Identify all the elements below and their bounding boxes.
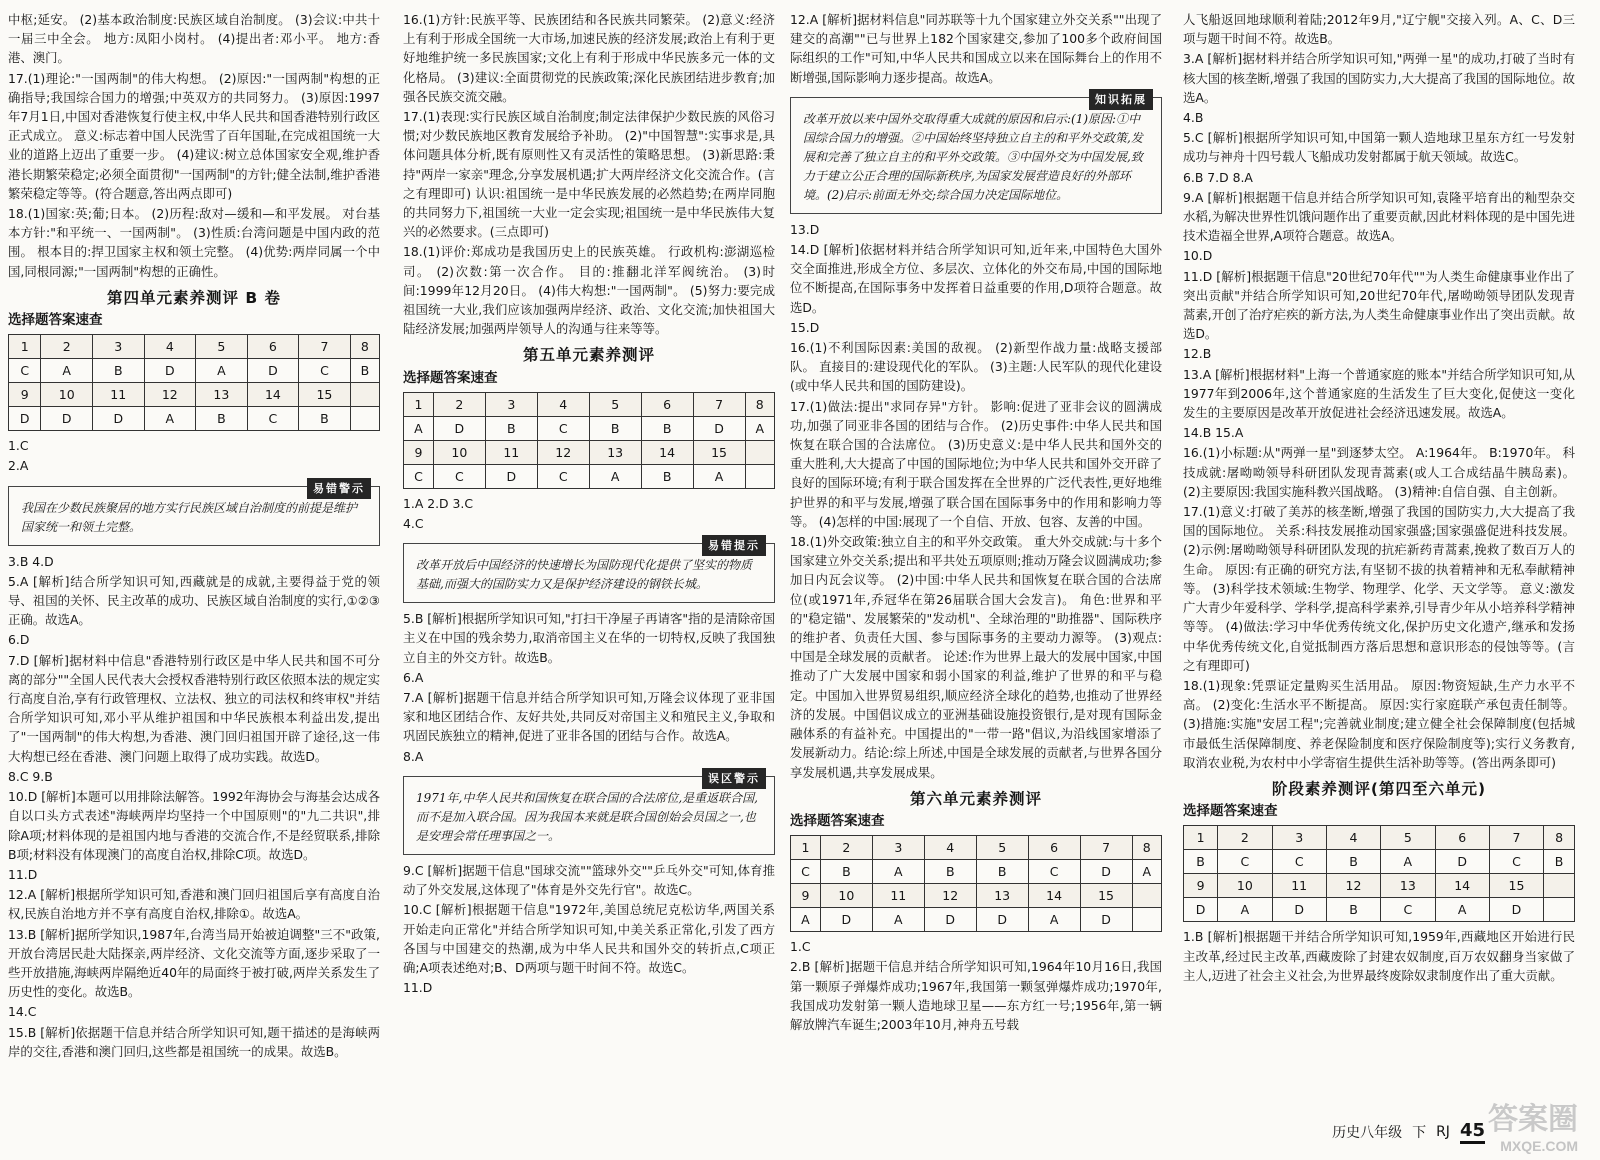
- answer-paragraph: 14.B 15.A: [1183, 425, 1244, 441]
- question-number: 1: [9, 335, 41, 359]
- answer-letter: D: [1489, 898, 1543, 922]
- question-number: 1: [404, 392, 434, 416]
- answer-letter: A: [872, 860, 924, 884]
- answer-key-table: [8, 334, 380, 431]
- answer-letter: C: [791, 860, 821, 884]
- question-number: 10: [820, 884, 872, 908]
- tip-tag: 误区警示: [702, 768, 766, 789]
- section-title: 第四单元素养测评 B 卷: [106, 288, 282, 307]
- answer-paragraph: 13.D: [790, 221, 820, 237]
- answer-letter: B: [589, 416, 641, 440]
- question-number: 12: [924, 884, 976, 908]
- answer-paragraph: 4.C: [403, 516, 424, 532]
- answer-letter: A: [144, 407, 196, 431]
- question-number: 5: [196, 335, 248, 359]
- answer-letter: C: [1272, 850, 1326, 874]
- answer-paragraph: 3.B 4.D: [8, 553, 54, 569]
- answer-paragraph: 17.(1)意义:打破了美苏的核垄断,增强了我国的国防实力,大大提高了我国的国际地位。 关系:科技发展推动国家强盛;国家强盛促进科技发展。 (2)示例:屠呦呦领导科研团队发现的抗疟新药青蒿素,挽救了数百万人的生命。 原因:有正确的研究方法,有坚韧不拔的执着精神和无私奉献精神等。 (3)科学技术领域:生物学、物理学、化学、天文学等。 意义:激发广大青少年爱科学、学科学,提高科学素养,引导青少年从小培养科学精神等等。 (4)做法:学习中华优秀传统文化,保护历史文化遗产,继承和发扬中华优秀传统文化,自觉抵制西方落后思想和意识形态的侵蚀等等。(言之有理即可): [1183, 504, 1575, 673]
- question-number: [1132, 884, 1161, 908]
- question-number: 13: [589, 440, 641, 464]
- answer-letter: B: [350, 359, 379, 383]
- column-1: [8, 10, 380, 1062]
- answer-letter: D: [1184, 898, 1218, 922]
- answer-letter: A: [1435, 898, 1489, 922]
- question-number: 12: [537, 440, 589, 464]
- answer-letter: D: [924, 908, 976, 932]
- question-number: 3: [872, 836, 924, 860]
- tip-text: 改革开放后中国经济的快速增长为国防现代化提供了坚实的物质基础,而强大的国防实力又是保护经济建设的钢铁长城。: [416, 558, 753, 592]
- footer-edition: RJ: [1436, 1124, 1450, 1140]
- answer-letter: A: [1218, 898, 1272, 922]
- answer-paragraph: 14.D [解析]依据材料并结合所学知识可知,近年来,中国特色大国外交全面推进,形成全方位、多层次、立体化的外交布局,中国的国际地位不断提高,在国际事务中发挥着日益重要的作用,D项符合题意。故选D。: [790, 242, 1162, 315]
- question-number: 3: [92, 335, 144, 359]
- answer-letter: B: [641, 464, 693, 488]
- question-number: 11: [485, 440, 537, 464]
- answer-letter: B: [1326, 898, 1380, 922]
- answer-paragraph: 18.(1)国家:英;葡;日本。 (2)历程:敌对—缓和—和平发展。 对台基本方针:"和平统一、一国两制"。 (3)性质:台湾问题是中国内政的范围。 根本目的:捍卫国家主权和领土完整。 (4)优势:两岸同属一个中国,同根同源;"一国两制"构想的正确性。: [8, 206, 380, 279]
- answer-paragraph: 15.B [解析]依据题干信息并结合所学知识可知,题干描述的是海峡两岸的交往,香港和澳门回归,这些都是祖国统一的成果。故选B。: [8, 1024, 380, 1059]
- answer-letter: A: [1028, 908, 1080, 932]
- question-number: 6: [247, 335, 299, 359]
- question-number: 8: [745, 392, 774, 416]
- question-number: 4: [1326, 826, 1380, 850]
- question-number: 14: [1028, 884, 1080, 908]
- question-number: 13: [976, 884, 1028, 908]
- answer-paragraph: 17.(1)表现:实行民族区域自治制度;制定法律保护少数民族的风俗习惯;对少数民族地区教育发展给予补助。 (2)"中国智慧":实事求是,具体问题具体分析,既有原则性又有灵活性的策略思想。 (3)新思路:秉持"两岸一家亲"理念,分享发展机遇;扩大两岸经济文化交流合作。(言之有理即可) 认识:祖国统一是中华民族发展的必然趋势;在两岸同胞的共同努力下,祖国统一大业一定会实现;祖国统一是中华民族伟大复兴的必然要求。(三点即可): [403, 109, 775, 240]
- answer-letter: D: [92, 407, 144, 431]
- answer-letter: D: [144, 359, 196, 383]
- question-number: 6: [1435, 826, 1489, 850]
- question-number: 4: [144, 335, 196, 359]
- section-title: 阶段素养测评(第四至六单元): [1271, 779, 1487, 798]
- answer-letter: [745, 464, 774, 488]
- answer-paragraph: 8.A: [403, 748, 424, 764]
- answer-letter: D: [41, 407, 93, 431]
- answer-letter: C: [537, 416, 589, 440]
- answer-key-table: [790, 835, 1162, 932]
- answer-letter: B: [924, 860, 976, 884]
- answer-key-subtitle: 选择题答案速查: [790, 812, 885, 829]
- question-number: 6: [641, 392, 693, 416]
- tip-box: [790, 92, 1162, 214]
- answer-paragraph: 11.D [解析]根据题干信息"20世纪70年代""为人类生命健康事业作出了突出贡献"并结合所学知识可知,20世纪70年代,屠呦呦领导团队发现青蒿素,开创了治疗疟疾的新方法,为人类生命健康事业作出了突出贡献。故选D。: [1183, 268, 1575, 342]
- question-number: 2: [41, 335, 93, 359]
- tip-box: [403, 771, 775, 855]
- answer-paragraph: 3.A [解析]据材料并结合所学知识可知,"两弹一星"的成功,打破了当时有核大国的核垄断,增强了我国的国防实力,大大提高了我国的国际地位。故选A。: [1183, 51, 1575, 105]
- answer-letter: C: [404, 464, 434, 488]
- answer-letter: B: [196, 407, 248, 431]
- question-number: [745, 440, 774, 464]
- answer-paragraph: 2.A: [8, 458, 29, 474]
- answer-letter: B: [299, 407, 351, 431]
- question-number: 15: [1489, 874, 1543, 898]
- question-number: 10: [1218, 874, 1272, 898]
- question-number: 4: [537, 392, 589, 416]
- answer-letter: C: [9, 359, 41, 383]
- answer-paragraph: 7.D [解析]据材料中信息"香港特别行政区是中华人民共和国不可分离的部分""全国人民代表大会授权香港特别行政区依照本法的规定实行高度自治,享有行政管理权、立法权、独立的司法权和终审权"并结合所学知识可知,邓小平从维护祖国和中华民族根本利益出发,提出了"一国两制"的伟大构想,为香港、澳门回归祖国开辟了途径,这一伟大构想已经在香港、澳门问题上取得了成功实践。故选D。: [8, 652, 380, 764]
- tip-tag: 易错提示: [702, 535, 766, 556]
- answer-letter: B: [820, 860, 872, 884]
- answer-paragraph: 中枢;延安。 (2)基本政治制度:民族区域自治制度。 (3)会议:中共十一届三中全会。 地方:凤阳小岗村。 (4)提出者:邓小平。 地方:香港、澳门。: [8, 12, 380, 66]
- tip-text: 1971年,中华人民共和国恢复在联合国的合法席位,是重返联合国,而不是加入联合国。因为我国本来就是联合国创始会员国之一,也是安理会常任理事国之一。: [416, 790, 758, 843]
- column-3: [790, 10, 1162, 1035]
- question-number: 5: [976, 836, 1028, 860]
- watermark-url: MXQE.COM: [1500, 1138, 1578, 1154]
- answer-paragraph: 11.D: [403, 980, 433, 996]
- answer-paragraph: 5.B [解析]根据所学知识可知,"打扫干净屋子再请客"指的是清除帝国主义在中国的残余势力,取消帝国主义在华的一切特权,反映了我国独立自主的外交方针。故选B。: [403, 611, 775, 665]
- answer-letter: D: [1272, 898, 1326, 922]
- answer-paragraph: 10.D: [1183, 248, 1213, 264]
- question-number: 2: [433, 392, 485, 416]
- answer-paragraph: 16.(1)不利国际因素:美国的敌视。 (2)新型作战力量:战略支援部队。 直接目的:建设现代化的军队。 (3)主题:人民军队的现代化建设(或中华人民共和国的国防建设)。: [790, 340, 1162, 394]
- question-number: 6: [1028, 836, 1080, 860]
- question-number: 13: [1381, 874, 1435, 898]
- question-number: 3: [485, 392, 537, 416]
- answer-paragraph: 14.C: [8, 1004, 37, 1020]
- question-number: [350, 383, 379, 407]
- answer-letter: D: [247, 359, 299, 383]
- answer-letter: B: [1326, 850, 1380, 874]
- answer-paragraph: 人飞船返回地球顺利着陆;2012年9月,"辽宁舰"交接入列。A、C、D三项与题干时间不符。故选B。: [1183, 12, 1575, 47]
- answer-letter: A: [745, 416, 774, 440]
- answer-key-table: [403, 392, 775, 489]
- answer-letter: D: [1080, 860, 1132, 884]
- answer-letter: [350, 407, 379, 431]
- footer-volume: 下: [1412, 1125, 1427, 1141]
- answer-paragraph: 2.B [解析]据题干信息并结合所学知识可知,1964年10月16日,我国第一颗原子弹爆炸成功;1967年,我国第一颗氢弹爆炸成功;1970年,我国成功发射第一颗人造地球卫星——东方红一号;1956年,第一辆解放牌汽车诞生;2003年10月,神舟五号载: [790, 959, 1162, 1032]
- question-number: 7: [693, 392, 745, 416]
- footer-subject: 历史八年级: [1332, 1125, 1403, 1141]
- answer-key-subtitle: 选择题答案速查: [1183, 803, 1278, 820]
- question-number: 3: [1272, 826, 1326, 850]
- section-title: 第五单元素养测评: [522, 346, 655, 365]
- answer-paragraph: 1.C: [8, 438, 29, 454]
- answer-paragraph: 6.A: [403, 669, 424, 685]
- section-title: 第六单元素养测评: [909, 789, 1042, 808]
- question-number: 4: [924, 836, 976, 860]
- answer-paragraph: 12.B: [1183, 346, 1212, 362]
- answer-letter: [1544, 898, 1575, 922]
- answer-letter: B: [976, 860, 1028, 884]
- question-number: 7: [1080, 836, 1132, 860]
- question-number: 9: [1184, 874, 1218, 898]
- answer-paragraph: 12.A [解析]根据所学知识可知,香港和澳门回归祖国后享有高度自治权,民族自治地方并不享有高度自治权,排除①。故选A。: [8, 887, 380, 922]
- answer-letter: A: [589, 464, 641, 488]
- answer-paragraph: 9.C [解析]据题干信息"国球交流""篮球外交""乒乓外交"可知,体育推动了外交发展,这体现了"体育是外交先行官"。故选C。: [403, 862, 775, 898]
- question-number: 11: [872, 884, 924, 908]
- answer-letter: B: [92, 359, 144, 383]
- answer-paragraph: 13.B [解析]据所学知识,1987年,台湾当局开始被迫调整"三不"政策,开放台湾居民赴大陆探亲,两岸经济、文化交流等方面,逐步采取了一些开放措施,海峡两岸隔绝近40年的局面终于被打破,两岸关系发生了历史性的变化。故选B。: [8, 926, 380, 1000]
- question-number: 14: [247, 383, 299, 407]
- answer-paragraph: 8.C 9.B: [8, 768, 53, 784]
- answer-letter: A: [872, 908, 924, 932]
- answer-paragraph: 18.(1)现象:凭票证定量购买生活用品。 原因:物资短缺,生产力水平不高。 (2)变化:生活水平不断提高。 原因:实行家庭联产承包责任制等。 (3)措施:实施"安居工程";完善就业制度;建立健全社会保障制度(包括城市最低生活保障制度、养老保险制度和医疗保险制度等);实行义务教育,取消农业税,为农村中小学寄宿生提供生活补助等等。(答出两条即可): [1183, 677, 1575, 770]
- answer-letter: C: [1381, 898, 1435, 922]
- answer-letter: C: [537, 464, 589, 488]
- question-number: 7: [1489, 826, 1543, 850]
- answer-letter: D: [485, 464, 537, 488]
- answer-key-subtitle: 选择题答案速查: [403, 369, 498, 386]
- question-number: 5: [1381, 826, 1435, 850]
- question-number: 1: [791, 836, 821, 860]
- answer-paragraph: 13.A [解析]根据材料"上海一个普通家庭的账本"并结合所学知识可知,从1977年到2006年,这个普通家庭的生活发生了巨大变化,促使这一变化发生的主要原因是改革开放促进社会经济迅速发展。故选A。: [1183, 366, 1575, 421]
- question-number: 9: [791, 884, 821, 908]
- question-number: 11: [1272, 874, 1326, 898]
- answer-paragraph: 10.D [解析]本题可以用排除法解答。1992年海协会与海基会达成各自以口头方式表述"海峡两岸均坚持一个中国原则"的"九二共识",排除A项;材料体现的是祖国内地与香港的交流合作,不是经贸联系,排除B项;材料没有体现澳门的高度自治权,排除C项。故选D。: [8, 789, 380, 862]
- answer-letter: D: [820, 908, 872, 932]
- answer-letter: D: [693, 416, 745, 440]
- answer-paragraph: 18.(1)评价:郑成功是我国历史上的民族英雄。 行政机构:澎湖巡检司。 (2)次数:第一次合作。 目的:推翻北洋军阀统治。 (3)时间:1999年12月20日。 (4)伟大构想:"一国两制"。 (5)努力:要完成祖国统一大业,我们应该加强两岸经济、政治、文化交流;加快祖国大陆经济发展;加强两岸领导人的沟通与往来等等。: [403, 244, 775, 337]
- answer-letter: [1132, 908, 1161, 932]
- answer-paragraph: 16.(1)小标题:从"两弹一星"到逐梦太空。 A:1964年。 B:1970年。 科技成就:屠呦呦领导科研团队发现青蒿素(或人工合成结晶牛胰岛素)。 (2)主要原因:我国实施科教兴国战略。 (3)精神:自信自强、自主创新。: [1183, 445, 1575, 499]
- answer-letter: A: [404, 416, 434, 440]
- answer-paragraph: 6.D: [8, 632, 30, 648]
- watermark-logo: 答案圈: [1488, 1103, 1578, 1136]
- answer-paragraph: 5.A [解析]结合所学知识可知,西藏就是的成就,主要得益于党的领导、祖国的关怀、民主改革的成功、民族区域自治制度的实行,①②③正确。故选A。: [8, 573, 380, 628]
- page-number: 45: [1460, 1120, 1485, 1144]
- column-2: [403, 10, 775, 998]
- answer-letter: A: [196, 359, 248, 383]
- question-number: 13: [196, 383, 248, 407]
- answer-letter: D: [433, 416, 485, 440]
- question-number: 8: [1544, 826, 1575, 850]
- answer-letter: C: [433, 464, 485, 488]
- answer-letter: A: [41, 359, 93, 383]
- answer-letter: B: [1544, 850, 1575, 874]
- answer-paragraph: 7.A [解析]据题干信息并结合所学知识可知,万隆会议体现了亚非国家和地区团结合作、友好共处,共同反对帝国主义和殖民主义,争取和巩固民族独立的精神,促进了亚非各国的团结与合作。故选A。: [403, 690, 775, 744]
- answer-paragraph: 4.B: [1183, 110, 1204, 126]
- column-4: [1183, 10, 1575, 986]
- answer-paragraph: 1.A 2.D 3.C: [403, 495, 474, 511]
- answer-paragraph: 5.C [解析]根据所学知识可知,中国第一颗人造地球卫星东方红一号发射成功与神舟十四号载人飞船成功发射都属于航天领域。故选C。: [1183, 130, 1575, 165]
- tip-text: 我国在少数民族聚居的地方实行民族区域自治制度的前提是维护国家统一和领土完整。: [21, 500, 358, 534]
- question-number: 2: [820, 836, 872, 860]
- answer-key-subtitle: 选择题答案速查: [8, 312, 103, 329]
- question-number: 9: [9, 383, 41, 407]
- question-number: 2: [1218, 826, 1272, 850]
- question-number: 12: [144, 383, 196, 407]
- tip-box: [403, 539, 775, 603]
- question-number: 7: [299, 335, 351, 359]
- answer-paragraph: 12.A [解析]据材料信息"同苏联等十九个国家建立外交关系""出现了建交的高潮""已与世界上182个国家建交,参加了100多个政府间国际组织的工作"可知,中华人民共和国成立以来在国际舞台上的作用不断增强,国际影响力逐步提高。故选A。: [790, 12, 1162, 85]
- answer-paragraph: 1.C: [790, 939, 811, 955]
- question-number: 1: [1184, 826, 1218, 850]
- answer-key-table: [1183, 825, 1575, 922]
- answer-letter: A: [693, 464, 745, 488]
- question-number: 14: [641, 440, 693, 464]
- answer-letter: C: [1218, 850, 1272, 874]
- answer-paragraph: 16.(1)方针:民族平等、民族团结和各民族共同繁荣。 (2)意义:经济上有利于形成全国统一大市场,加速民族的经济发展;政治上有利于更好地维护统一多民族国家;文化上有利于形成中华民族多元一体的文化格局。 (3)建议:全面贯彻党的民族政策;深化民族团结进步教育;加强各民族交流交融。: [403, 12, 775, 104]
- answer-letter: C: [247, 407, 299, 431]
- answer-letter: B: [1184, 850, 1218, 874]
- answer-letter: B: [485, 416, 537, 440]
- answer-paragraph: 17.(1)理论:"一国两制"的伟大构想。 (2)原因:"一国两制"构想的正确指导;我国综合国力的增强;中英双方的共同努力。 (3)原因:1997年7月1日,中国对香港恢复行使主权,中华人民共和国香港特别行政区正式成立。 意义:标志着中国人民洗雪了百年国耻,在完成祖国统一大业的道路上迈出了重要一步。 (4)建议:树立总体国家安全观,维护香港长期繁荣稳定;必须全面贯彻"一国两制"的方针;健全法制,维护香港繁荣稳定等等。(符合题意,答出两点即可): [8, 70, 380, 201]
- answer-paragraph: 15.D: [790, 319, 820, 335]
- question-number: [1544, 874, 1575, 898]
- question-number: 15: [1080, 884, 1132, 908]
- answer-letter: D: [976, 908, 1028, 932]
- answer-letter: A: [1381, 850, 1435, 874]
- answer-letter: D: [1435, 850, 1489, 874]
- answer-letter: A: [1132, 860, 1161, 884]
- question-number: 12: [1326, 874, 1380, 898]
- answer-paragraph: 11.D: [8, 866, 38, 882]
- answer-paragraph: 17.(1)做法:提出"求同存异"方针。 影响:促进了亚非会议的圆满成功,加强了同亚非各国的团结与合作。 (2)历史事件:中华人民共和国恢复在联合国的合法席位。 (3)历史意义:是中华人民共和国外交的重大胜利,大大提高了中国的国际地位;为中华人民共和国外交开辟了良好的国际环境;有利于联合国发挥在全世界的广泛代表性,更好地维护世界的和平与发展,增强了联合国在国际事务中的作用和影响力等等。 (4)怎样的中国:展现了一个自信、开放、包容、友善的中国。: [790, 398, 1162, 529]
- question-number: 15: [693, 440, 745, 464]
- answer-letter: C: [1028, 860, 1080, 884]
- answer-paragraph: 9.A [解析]根据题干信息并结合所学知识可知,袁隆平培育出的籼型杂交水稻,为解决世界性饥饿问题作出了重要贡献,因此材料体现的是中国先进技术造福全世界,A项符合题意。故选A。: [1183, 189, 1575, 244]
- page-footer: [1332, 1120, 1485, 1144]
- question-number: 15: [299, 383, 351, 407]
- question-number: 10: [433, 440, 485, 464]
- question-number: 8: [1132, 836, 1161, 860]
- question-number: 11: [92, 383, 144, 407]
- tip-tag: 易错警示: [307, 478, 371, 499]
- answer-paragraph: 10.C [解析]根据题干信息"1972年,美国总统尼克松访华,两国关系开始走向正常化"并结合所学知识可知,中美关系正常化,引发了西方各国与中国建交的热潮,成为中华人民共和国外交的转折点,C项正确;A项表述绝对;B、D两项与题干时间不符。故选C。: [403, 902, 775, 975]
- answer-letter: B: [641, 416, 693, 440]
- answer-paragraph: 18.(1)外交政策:独立自主的和平外交政策。 重大外交成就:与十多个国家建立外交关系;提出和平共处五项原则;推动万隆会议圆满成功;参加日内瓦会议等。 (2)中国:中华人民共和国恢复在联合国的合法席位(或1971年,乔冠华在第26届联合国大会发言)。 角色:世界和平的"稳定锚"、发展繁荣的"发动机"、全球治理的"助推器"、国际秩序的维护者、负责任大国、参与国际事务的主要动力源等。 (3)观点:中国是全球发展的贡献者。 论述:作为世界上最大的发展中国家,中国推动了广大发展中国家和弱小国家的利益,维护了世界的和平与稳定。中国加入世界贸易组织,顺应经济全球化的趋势,也推动了世界经济的发展。中国倡议成立的亚洲基础设施投资银行,是对现有国际金融体系的有益补充。中国提出的"一带一路"倡议,为沿线国家增添了发展新动力。结论:综上所述,中国是全球发展的贡献者,与世界各国分享发展机遇,共享发展成果。: [790, 534, 1162, 780]
- answer-letter: C: [1489, 850, 1543, 874]
- tip-box: [8, 481, 380, 546]
- answer-letter: D: [1080, 908, 1132, 932]
- question-number: 9: [404, 440, 434, 464]
- question-number: 8: [350, 335, 379, 359]
- answer-letter: C: [299, 359, 351, 383]
- question-number: 5: [589, 392, 641, 416]
- answer-letter: A: [791, 908, 821, 932]
- question-number: 14: [1435, 874, 1489, 898]
- question-number: 10: [41, 383, 93, 407]
- answer-paragraph: 1.B [解析]根据题干并结合所学知识可知,1959年,西藏地区开始进行民主改革,经过民主改革,西藏废除了封建农奴制度,百万农奴翻身当家做了主人,迈进了社会主义社会,为世界最终废除奴隶制度作出了重大贡献。: [1183, 929, 1575, 983]
- answer-paragraph: 6.B 7.D 8.A: [1183, 169, 1253, 185]
- tip-text: 改革开放以来中国外交取得重大成就的原因和启示:(1)原因:①中国综合国力的增强。②中国始终坚持独立自主的和平外交政策,发展和完善了独立自主的和平外交政策。③中国外交为中国发展,致力于建立公正合理的国际新秩序,为国家发展营造良好的外部环境。(2)启示:前面无外交;综合国力决定国际地位。: [803, 111, 1143, 202]
- tip-tag: 知识拓展: [1089, 89, 1153, 110]
- answer-letter: D: [9, 407, 41, 431]
